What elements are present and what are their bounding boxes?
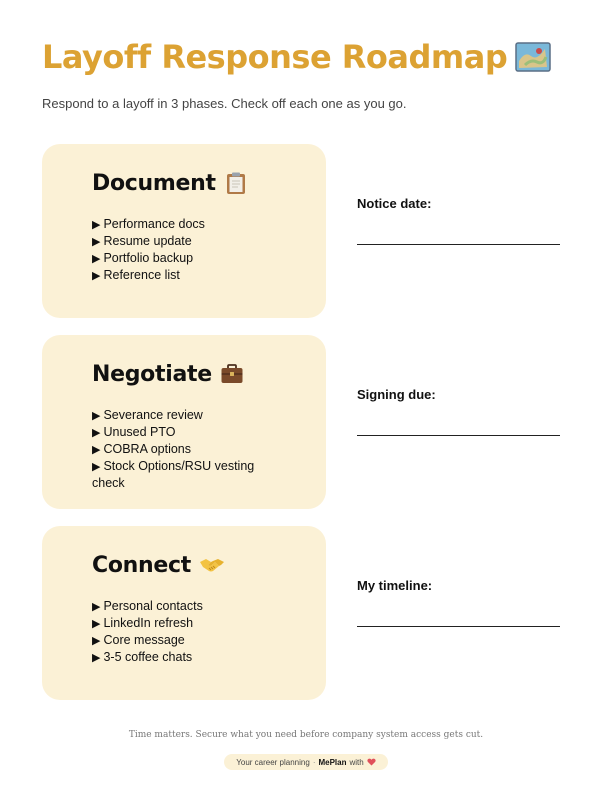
list-item[interactable]: ▶ Unused PTO (92, 425, 176, 439)
credit-prefix: Your career planning (236, 757, 310, 767)
field-label: Notice date: (357, 196, 432, 211)
list-item[interactable]: ▶ Severance review (92, 408, 203, 422)
credit-suffix: with (349, 757, 364, 767)
brand-name: MePlan (318, 757, 347, 767)
write-in-line[interactable] (357, 626, 560, 627)
footer-note: Time matters. Secure what you need before company system access gets cut. (128, 730, 484, 740)
phase-title: Document (92, 170, 216, 196)
field-label: Signing due: (357, 387, 436, 402)
list-item[interactable]: ▶ 3-5 coffee chats (92, 650, 193, 664)
phase-checklist (92, 216, 272, 284)
list-item[interactable]: ▶ Core message (92, 633, 185, 647)
my-timeline-field[interactable] (357, 578, 560, 593)
briefcase-icon (220, 362, 244, 386)
phase-checklist (92, 598, 272, 666)
list-item[interactable]: ▶ Reference list (92, 268, 180, 282)
page-title (42, 38, 551, 76)
field-label: My timeline: (357, 578, 433, 593)
notice-date-field[interactable] (357, 196, 560, 211)
write-in-line[interactable] (357, 244, 560, 245)
heart-icon (367, 758, 376, 766)
list-item[interactable]: ▶ Portfolio backup (92, 251, 194, 265)
list-item[interactable]: ▶ Performance docs (92, 217, 205, 231)
handshake-icon (199, 553, 223, 577)
write-in-line[interactable] (357, 435, 560, 436)
phase-card-connect (42, 526, 326, 700)
list-item[interactable]: ▶ Resume update (92, 234, 192, 248)
page-subtitle: Respond to a layoff in 3 phases. Check off each one as you go. (42, 96, 407, 111)
list-item[interactable]: ▶ LinkedIn refresh (92, 616, 194, 630)
credit-separator: · (312, 757, 316, 767)
list-item[interactable]: ▶ Personal contacts (92, 599, 203, 613)
map-icon (515, 41, 551, 73)
clipboard-icon (224, 171, 248, 195)
credit-badge (224, 754, 388, 770)
phase-card-document (42, 144, 326, 318)
phase-card-negotiate (42, 335, 326, 509)
phase-title: Negotiate (92, 361, 212, 387)
page-title-text: Layoff Response Roadmap (42, 38, 508, 76)
phase-title: Connect (92, 552, 191, 578)
phase-checklist (92, 407, 272, 491)
list-item[interactable]: ▶ Stock Options/RSU vesting check (92, 459, 255, 490)
list-item[interactable]: ▶ COBRA options (92, 442, 192, 456)
signing-due-field[interactable] (357, 387, 560, 402)
